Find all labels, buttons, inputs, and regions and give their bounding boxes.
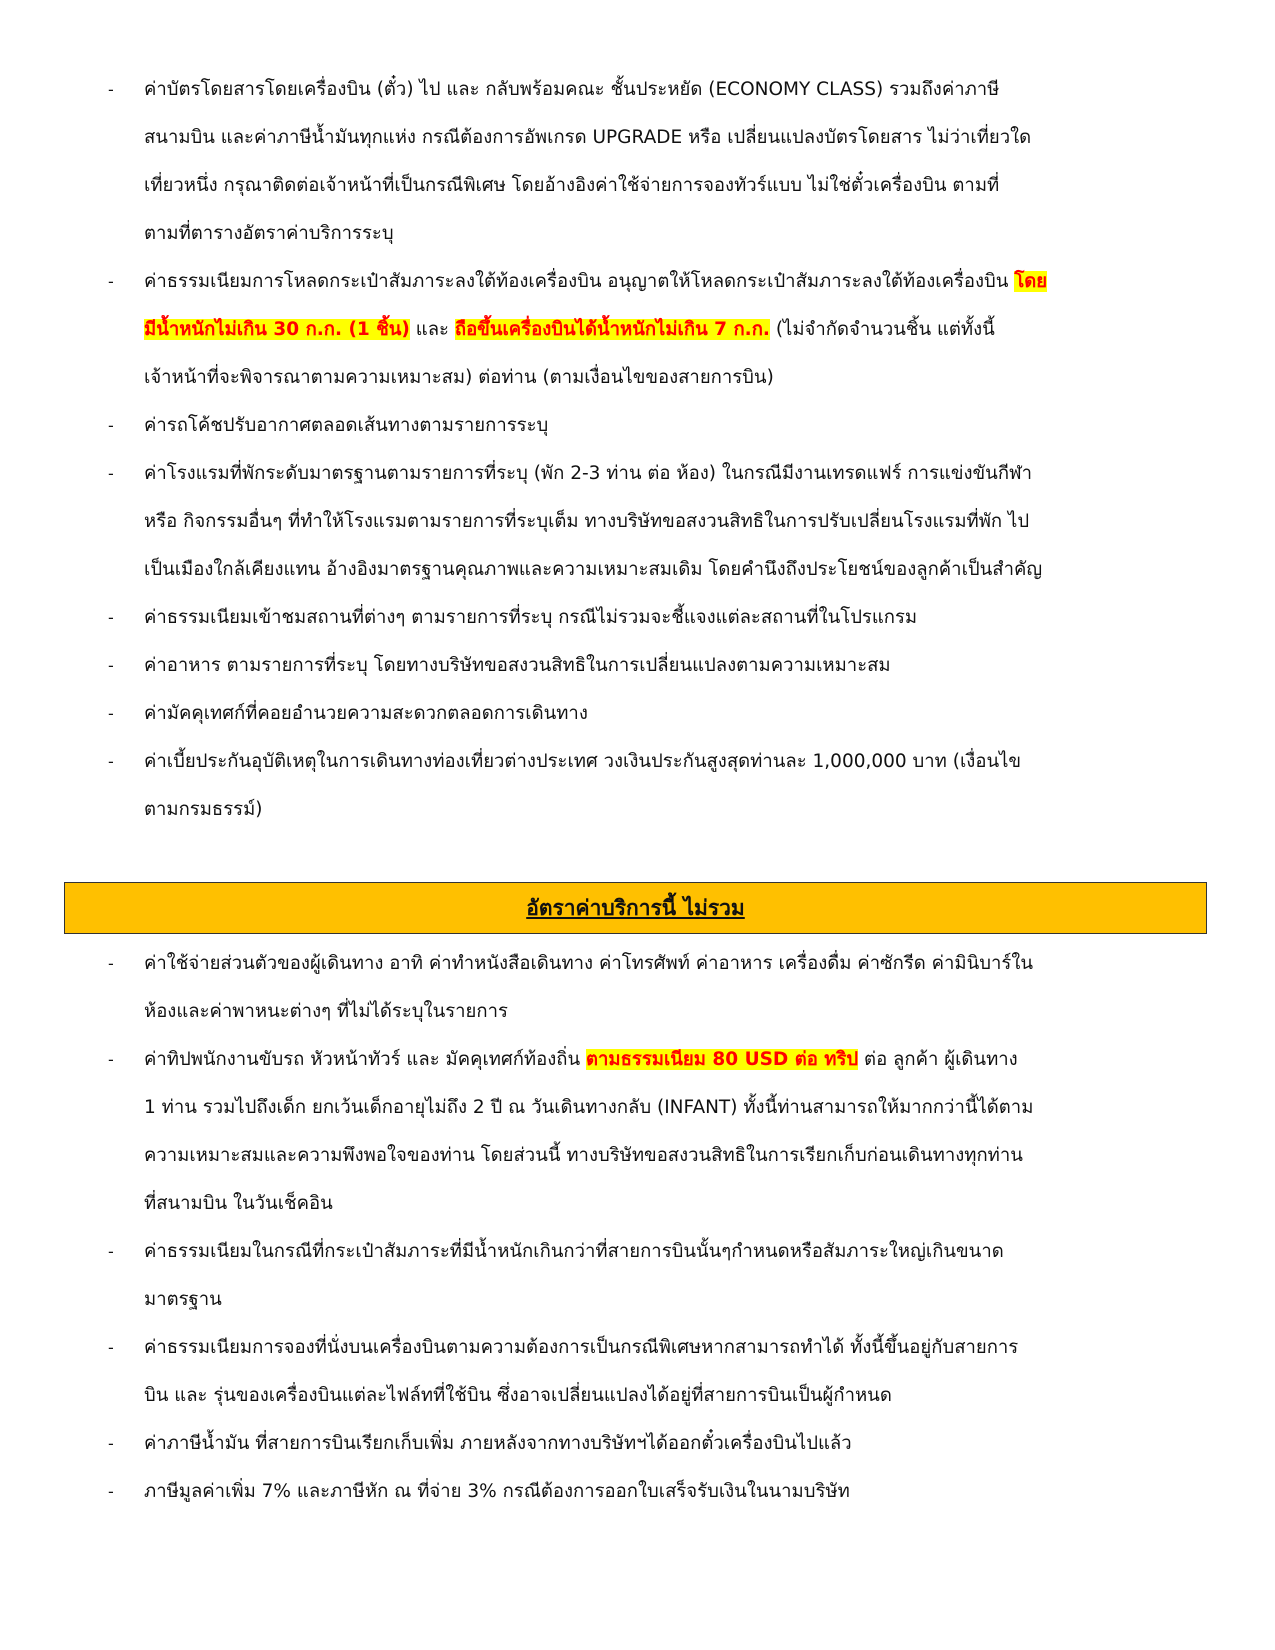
list-item-line <box>144 738 1021 786</box>
text-segment: ค่าอาหาร ตามรายการที่ระบุ โดยทางบริษัทขอสงวนสิทธิในการเปลี่ยนแปลงตามความเหมาะสม <box>144 655 891 676</box>
list-item <box>0 1468 1275 1516</box>
list-item-line <box>144 1132 1023 1180</box>
list-item-line <box>144 1324 1018 1372</box>
list-item-line <box>144 1372 892 1420</box>
list-item-line <box>144 210 394 258</box>
list-item-line <box>144 114 1031 162</box>
text-segment: ค่าทิปพนักงานขับรถ หัวหน้าทัวร์ และ มัคคุเทศก์ท้องถิ่น <box>144 1049 586 1070</box>
text-segment: ค่าธรรมเนียมการโหลดกระเป๋าสัมภาระลงใต้ท้องเครื่องบิน อนุญาตให้โหลดกระเป๋าสัมภาระลงใต้ท้องเครื่องบิน <box>144 271 1015 292</box>
text-segment: ค่าธรรมเนียมเข้าชมสถานที่ต่างๆ ตามรายการที่ระบุ กรณีไม่รวมจะชี้แจงแต่ละสถานที่ในโปรแกรม <box>144 607 918 628</box>
text-segment: และ <box>409 319 455 340</box>
list-item-line <box>144 66 999 114</box>
highlighted-text: ตามธรรมเนียม 80 USD ต่อ ทริป <box>586 1049 859 1070</box>
list-item <box>0 450 1275 594</box>
text-segment: ค่าบัตรโดยสารโดยเครื่องบิน (ตั๋ว) ไป และ กลับพร้อมคณะ ชั้นประหยัด (ECONOMY CLASS) รวมถึงค่าภาษี <box>144 79 1000 100</box>
list-item <box>0 642 1275 690</box>
text-segment: ค่าเบี้ยประกันอุบัติเหตุในการเดินทางท่องเที่ยวต่างประเทศ วงเงินประกันสูงสุดท่านละ 1,000,000 บาท (เงื่อนไข <box>144 751 1022 772</box>
list-item <box>0 402 1275 450</box>
text-segment: ภาษีมูลค่าเพิ่ม 7% และภาษีหัก ณ ที่จ่าย 3% กรณีต้องการออกใบเสร็จรับเงินในนามบริษัท <box>144 1481 850 1502</box>
text-segment: ค่าใช้จ่ายส่วนตัวของผู้เดินทาง อาทิ ค่าทำหนังสือเดินทาง ค่าโทรศัพท์ ค่าอาหาร เครื่องดื่ม ค่าซักรีด ค่ามินิบาร์ใน <box>144 953 1034 974</box>
list-item-line <box>144 690 588 738</box>
bullet-dash: - <box>108 608 114 627</box>
list-item-line <box>144 402 548 450</box>
text-segment: ห้องและค่าพาหนะต่างๆ ที่ไม่ได้ระบุในรายการ <box>144 1001 508 1022</box>
list-item-line <box>144 258 1047 306</box>
list-item-line <box>144 1468 850 1516</box>
bullet-dash: - <box>108 1434 114 1453</box>
text-segment: เที่ยวหนึ่ง กรุณาติดต่อเจ้าหน้าที่เป็นกรณีพิเศษ โดยอ้างอิงค่าใช้จ่ายการจองทัวร์แบบ ไม่ใช่ตั๋วเครื่องบิน ตามที่ <box>144 175 1000 196</box>
excluded-section-header <box>64 882 1207 934</box>
list-item-line <box>144 1276 222 1324</box>
highlighted-text: มีน้ำหนักไม่เกิน 30 ก.ก. (1 ชิ้น) <box>144 319 410 340</box>
text-segment: เป็นเมืองใกล้เคียงแทน อ้างอิงมาตรฐานคุณภาพและความเหมาะสมเดิม โดยคำนึงถึงประโยชน์ของลูกค้าเป็นสำคัญ <box>144 559 1043 580</box>
bullet-dash: - <box>108 80 114 99</box>
text-segment: บิน และ รุ่นของเครื่องบินแต่ละไฟล์ทที่ใช้บิน ซึ่งอาจเปลี่ยนแปลงได้อยู่ที่สายการบินเป็นผู้กำหนด <box>144 1385 892 1406</box>
bullet-dash: - <box>108 752 114 771</box>
bullet-dash: - <box>108 656 114 675</box>
list-item-line <box>144 306 995 354</box>
text-segment: ต่อ ลูกค้า ผู้เดินทาง <box>858 1049 1018 1070</box>
highlighted-text: โดย <box>1014 271 1048 292</box>
text-segment: ค่าธรรมเนียมในกรณีที่กระเป๋าสัมภาระที่มีน้ำหนักเกินกว่าที่สายการบินนั้นๆกำหนดหรือสัมภาระใหญ่เกินขนาด <box>144 1241 1004 1262</box>
list-item-line <box>144 1036 1018 1084</box>
list-item-line <box>144 498 1029 546</box>
bullet-dash: - <box>108 704 114 723</box>
list-item-line <box>144 354 774 402</box>
list-item <box>0 940 1275 1036</box>
list-item-line <box>144 1084 1033 1132</box>
excluded-section-title: อัตราค่าบริการนี้ ไม่รวม <box>526 895 745 920</box>
list-item-line <box>144 594 917 642</box>
highlighted-text: ถือขึ้นเครื่องบินได้น้ำหนักไม่เกิน 7 ก.ก. <box>454 319 770 340</box>
bullet-dash: - <box>108 1242 114 1261</box>
text-segment: ค่ารถโค้ชปรับอากาศตลอดเส้นทางตามรายการระบุ <box>144 415 549 436</box>
list-item-line <box>144 162 999 210</box>
text-segment: ตามกรมธรรม์) <box>144 799 263 820</box>
bullet-dash: - <box>108 1482 114 1501</box>
list-item-line <box>144 988 508 1036</box>
text-segment: ค่าภาษีน้ำมัน ที่สายการบินเรียกเก็บเพิ่ม ภายหลังจากทางบริษัทฯได้ออกตั๋วเครื่องบินไปแล้ว <box>144 1433 852 1454</box>
bullet-dash: - <box>108 1050 114 1069</box>
text-segment: ตามที่ตารางอัตราค่าบริการระบุ <box>144 223 394 244</box>
list-item <box>0 258 1275 402</box>
text-segment: สนามบิน และค่าภาษีน้ำมันทุกแห่ง กรณีต้องการอัพเกรด UPGRADE หรือ เปลี่ยนแปลงบัตรโดยสาร ไม่ว่าเที่ยวใด <box>144 127 1032 148</box>
text-segment: ความเหมาะสมและความพึงพอใจของท่าน โดยส่วนนี้ ทางบริษัทขอสงวนสิทธิในการเรียกเก็บก่อนเดินทางทุกท่าน <box>144 1145 1023 1166</box>
list-item <box>0 1324 1275 1420</box>
bullet-dash: - <box>108 272 114 291</box>
bullet-dash: - <box>108 416 114 435</box>
text-segment: 1 ท่าน รวมไปถึงเด็ก ยกเว้นเด็กอายุไม่ถึง 2 ปี ณ วันเดินทางกลับ (INFANT) ทั้งนี้ท่านสามารถให้มากกว่านี้ได้ตาม <box>144 1097 1034 1118</box>
text-segment: ค่าโรงแรมที่พักระดับมาตรฐานตามรายการที่ระบุ (พัก 2-3 ท่าน ต่อ ห้อง) ในกรณีมีงานเทรดแฟร์ การแข่งขันกีฬา <box>144 463 1033 484</box>
bullet-dash: - <box>108 954 114 973</box>
text-segment: มาตรฐาน <box>144 1289 222 1310</box>
list-item-line <box>144 940 1033 988</box>
list-item <box>0 690 1275 738</box>
included-list <box>0 66 1275 834</box>
list-item <box>0 1228 1275 1324</box>
text-segment: เจ้าหน้าที่จะพิจารณาตามความเหมาะสม) ต่อท่าน (ตามเงื่อนไขของสายการบิน) <box>144 367 774 388</box>
list-item-line <box>144 786 263 834</box>
list-item <box>0 1420 1275 1468</box>
list-item-line <box>144 642 891 690</box>
bullet-dash: - <box>108 1338 114 1357</box>
bullet-dash: - <box>108 464 114 483</box>
text-segment: ที่สนามบิน ในวันเช็คอิน <box>144 1193 333 1214</box>
text-segment: หรือ กิจกรรมอื่นๆ ที่ทำให้โรงแรมตามรายการที่ระบุเต็ม ทางบริษัทขอสงวนสิทธิในการปรับเปลี่ยนโรงแรมที่พัก ไป <box>144 511 1030 532</box>
list-item <box>0 1036 1275 1228</box>
list-item-line <box>144 546 1042 594</box>
text-segment: ค่าธรรมเนียมการจองที่นั่งบนเครื่องบินตามความต้องการเป็นกรณีพิเศษหากสามารถทำได้ ทั้งนี้ขึ้นอยู่กับสายการ <box>144 1337 1019 1358</box>
list-item <box>0 738 1275 834</box>
list-item-line <box>144 1228 1004 1276</box>
list-item-line <box>144 1180 333 1228</box>
text-segment: ค่ามัคคุเทศก์ที่คอยอำนวยความสะดวกตลอดการเดินทาง <box>144 703 588 724</box>
list-item <box>0 594 1275 642</box>
list-item-line <box>144 450 1032 498</box>
text-segment: (ไม่จำกัดจำนวนชิ้น แต่ทั้งนี้ <box>769 319 995 340</box>
list-item-line <box>144 1420 852 1468</box>
list-item <box>0 66 1275 258</box>
excluded-list <box>0 940 1275 1516</box>
